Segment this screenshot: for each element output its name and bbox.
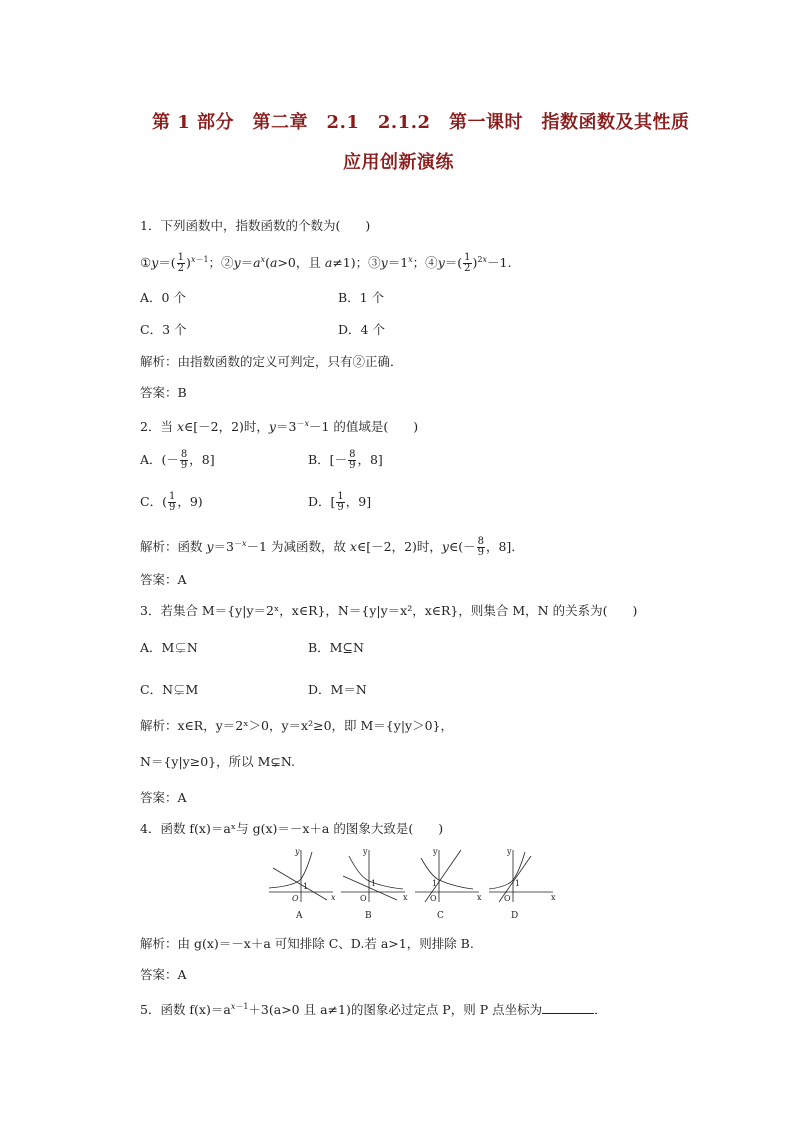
svg-text:O: O [504,894,511,903]
q1-analysis: 解析：由指数函数的定义可判定，只有②正确． [140,354,403,369]
svg-text:O: O [360,894,367,903]
graph-a [269,847,336,921]
q3-analysis-line1: 解析：x∈R，y＝2ˣ＞0，y＝x²≥0，即 M＝{y|y＞0}， [140,718,453,733]
graph-c [415,847,482,921]
q2-analysis: 解析：函数 $y=3^{-x}-1$ 为减函数，故 x∈[－2，2)时，y∈(－ $\frac{8}{9}$ ，8]． [140,536,524,559]
svg-text:x: x [551,893,556,902]
q3-option-b: B．M⊆N [308,640,364,655]
q3-option-d: D．M＝N [308,682,367,697]
svg-text:y: y [507,847,512,856]
q1-option-b: B．1 个 [338,290,385,305]
q1-option-a: A．0 个 [140,290,186,305]
q1-option-d: D．4 个 [338,322,385,337]
svg-text:1: 1 [432,879,438,888]
q3-analysis-line2: N＝{y|y≥0}，所以 M⊊N. [140,754,295,769]
q3-option-c: C．N⊊M [140,682,199,697]
svg-text:y: y [363,847,368,856]
svg-text:C: C [437,911,444,921]
svg-text:O: O [430,894,437,903]
svg-text:x: x [331,893,336,902]
q1-items: ①y＝( $\frac{1}{2}$ )$^{x-1}$；$②y=a^x(a>0$，且 a≠1)；$③y=1^x$；④y＝( $\frac{1}{2}$ )$^{2x}$－1. [140,252,512,275]
q3-option-a: A．M⊊N [140,640,198,655]
q1-option-c: C．3 个 [140,322,187,337]
page-subtitle: 应用创新演练 [343,152,454,173]
q2-answer: 答案：A [140,572,187,587]
svg-text:B: B [365,911,372,921]
svg-text:1: 1 [515,879,521,888]
q2-option-a: A．(－ $\frac{8}{9}$ ，8] [140,449,215,471]
q4-graph-options [265,846,560,924]
svg-text:x: x [403,893,408,902]
svg-text:y: y [295,847,300,856]
q2-option-b: B．[－ $\frac{8}{9}$ ，8] [308,449,383,471]
q1-answer: 答案：B [140,385,187,400]
svg-text:y: y [433,847,438,856]
q2-option-c: C．( $\frac{1}{9}$ ，9) [140,491,203,513]
graph-d [489,847,556,921]
svg-text:1: 1 [371,879,377,888]
svg-text:A: A [296,911,303,921]
svg-text:1: 1 [303,882,309,891]
q1-stem: 1．下列函数中，指数函数的个数为( ) [140,218,371,233]
svg-text:x: x [477,893,482,902]
q5-answer-blank[interactable] [542,1001,594,1014]
q4-analysis: 解析：由 g(x)＝－x＋a 可知排除 C、D.若 a>1，则排除 B. [140,936,474,951]
q4-stem: 4．函数 f(x)＝aˣ与 g(x)＝－x＋a 的图象大致是( ) [140,821,444,836]
page-title: 第 1 部分 第二章 2.1 2.1.2 第一课时 指数函数及其性质 [152,112,690,133]
q3-answer: 答案：A [140,790,187,805]
svg-text:D: D [511,911,519,921]
q5-stem: 5．函数 $f(x)=a^{x-1}+3(a>0$ 且 a≠1)的图象必过定点 P，则 P 点坐标为 ． [140,1002,607,1018]
q2-option-d: D．[ $\frac{1}{9}$ ，9] [308,491,372,513]
q2-stem: 2．当 x∈[－2，2)时，$y=3^{-x}-1$ 的值域是( ) [140,419,419,435]
svg-text:O: O [292,894,299,903]
q3-stem: 3．若集合 M＝{y|y＝2ˣ，x∈R}，N＝{y|y＝x²，x∈R}，则集合 M，N 的关系为( ) [140,603,638,618]
graph-b [341,847,408,921]
q4-answer: 答案：A [140,967,187,982]
